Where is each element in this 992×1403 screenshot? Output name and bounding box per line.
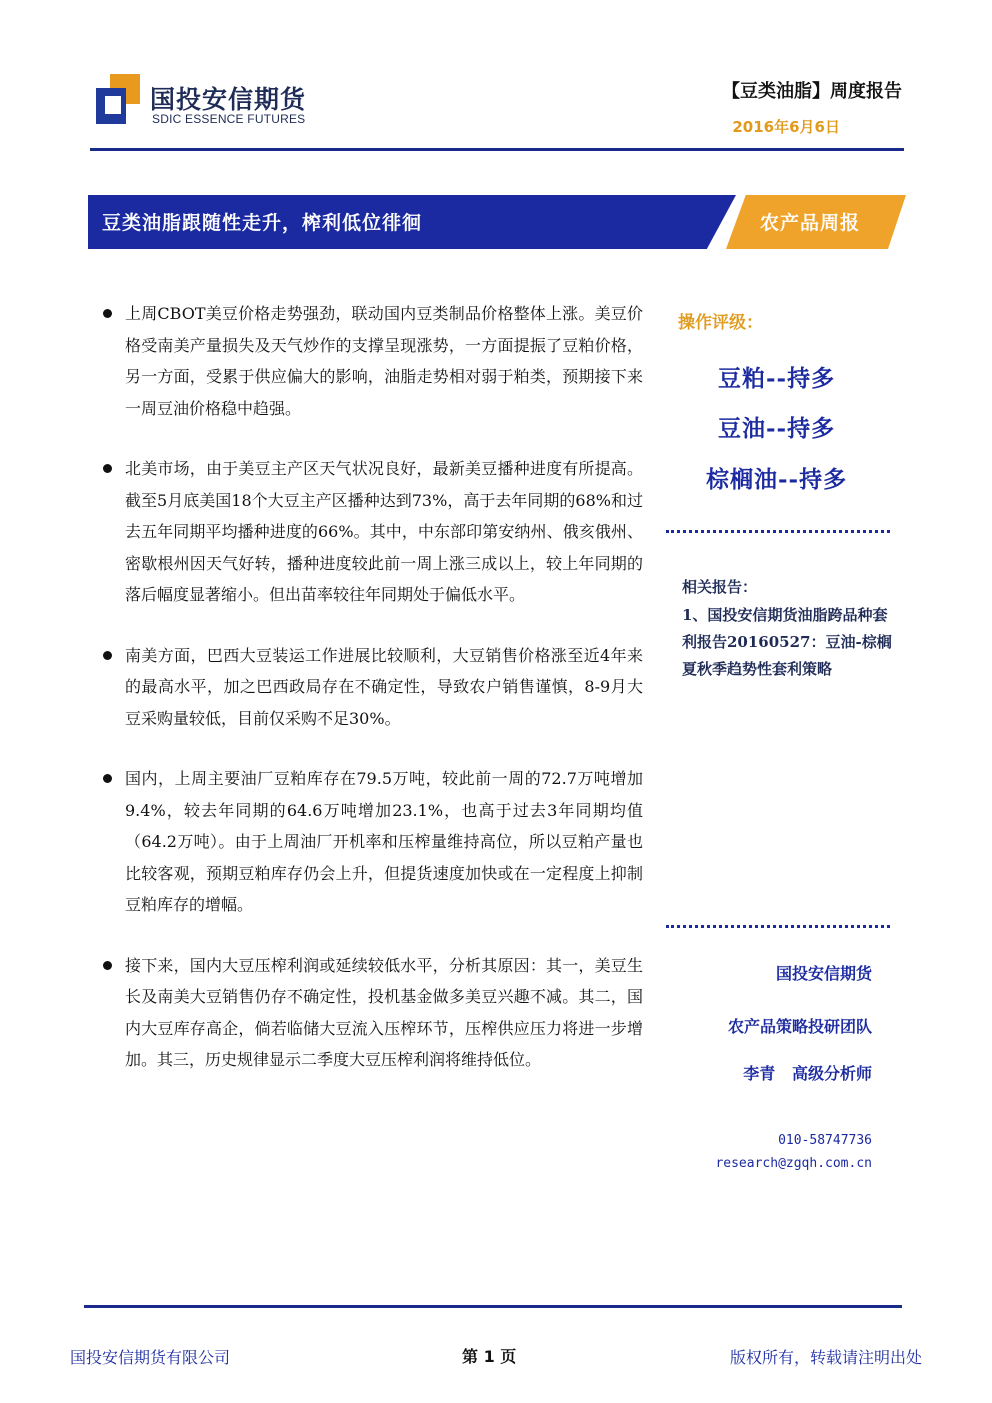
bullet-item <box>103 763 643 921</box>
bullet-item <box>103 298 643 424</box>
header-divider <box>90 148 904 151</box>
bullet-text: 国内，上周主要油厂豆粕库存在79.5万吨，较此前一周的72.7万吨增加9.4%，较去年同期的64.6万吨增加23.1%，也高于过去3年同期均值（64.2万吨）。由于上周油厂开机率和压榨量维持高位，所以豆粕产量也比较客观，预期豆粕库存仍会上升，但提货速度加快或在一定程度上抑制豆粕库存的增幅。 <box>125 769 643 914</box>
dotted-divider <box>666 925 890 928</box>
logo-mark-icon <box>96 74 140 124</box>
bullet-dot-icon <box>103 651 112 660</box>
bullet-dot-icon <box>103 961 112 970</box>
title-banner <box>88 195 906 249</box>
report-type: 【豆类油脂】周度报告 <box>722 81 902 102</box>
report-date: 2016年6月6日 <box>732 118 840 136</box>
bullet-text: 南美方面，巴西大豆装运工作进展比较顺利，大豆销售价格涨至近4年来的最高水平，加之巴西政局存在不确定性，导致农户销售谨慎，8-9月大豆采购量较低，目前仅采购不足30%。 <box>125 645 643 728</box>
logo-text-cn: 国投安信期货 <box>150 85 307 114</box>
company-logo <box>96 74 336 130</box>
bullet-dot-icon <box>103 464 112 473</box>
contact-email[interactable]: research@zgqh.com.cn <box>715 1156 872 1171</box>
bullet-item <box>103 640 643 735</box>
footer-copyright: 版权所有，转载请注明出处 <box>729 1348 922 1367</box>
contact-phone: 010-58747736 <box>778 1133 872 1148</box>
related-report-link[interactable]: 1、国投安信期货油脂跨品种套利报告20160527：豆油-棕榈夏秋季趋势性套利策略 <box>682 606 892 678</box>
contact-analyst: 李青 高级分析师 <box>743 1064 872 1083</box>
dotted-divider <box>666 530 890 533</box>
footer-company: 国投安信期货有限公司 <box>70 1348 231 1367</box>
report-category: 农产品周报 <box>760 212 861 234</box>
bullet-text: 上周CBOT美豆价格走势强劲，联动国内豆类制品价格整体上涨。美豆价格受南美产量损失及天气炒作的支撑呈现涨势，一方面提振了豆粕价格，另一方面，受累于供应偏大的影响，油脂走势相对弱于粕类，预期接下来一周豆油价格稳中趋强。 <box>125 304 643 418</box>
summary-bullets <box>103 298 643 1076</box>
rating-soymeal: 豆粕--持多 <box>718 365 836 392</box>
related-reports-title: 相关报告： <box>682 578 758 596</box>
rating-soyoil: 豆油--持多 <box>718 415 836 442</box>
bullet-item <box>103 453 643 611</box>
contact-team: 农产品策略投研团队 <box>727 1017 872 1036</box>
logo-text-en: SDIC ESSENCE FUTURES <box>152 112 306 126</box>
bullet-item <box>103 950 643 1076</box>
bullet-text: 接下来，国内大豆压榨利润或延续较低水平，分析其原因：其一，美豆生长及南美大豆销售仍存不确定性，投机基金做多美豆兴趣不减。其二，国内大豆库存高企，倘若临储大豆流入压榨环节，压榨供应压力将进一步增加。其三，历史规律显示二季度大豆压榨利润将维持低位。 <box>125 955 643 1069</box>
bullet-dot-icon <box>103 309 112 318</box>
bullet-text: 北美市场，由于美豆主产区天气状况良好，最新美豆播种进度有所提高。截至5月底美国18个大豆主产区播种达到73%，高于去年同期的68%和过去五年同期平均播种进度的66%。其中，中东部印第安纳州、俄亥俄州、密歇根州因天气好转，播种进度较此前一周上涨三成以上，较上年同期的落后幅度显著缩小。但出苗率较往年同期处于偏低水平。 <box>125 459 643 604</box>
page-number: 第 1 页 <box>462 1347 517 1366</box>
rating-label: 操作评级： <box>678 313 763 333</box>
footer-divider <box>84 1305 902 1308</box>
bullet-dot-icon <box>103 774 112 783</box>
rating-palm-oil: 棕榈油--持多 <box>706 466 848 493</box>
report-title: 豆类油脂跟随性走升，榨利低位徘徊 <box>102 212 423 234</box>
contact-company: 国投安信期货 <box>775 964 872 983</box>
